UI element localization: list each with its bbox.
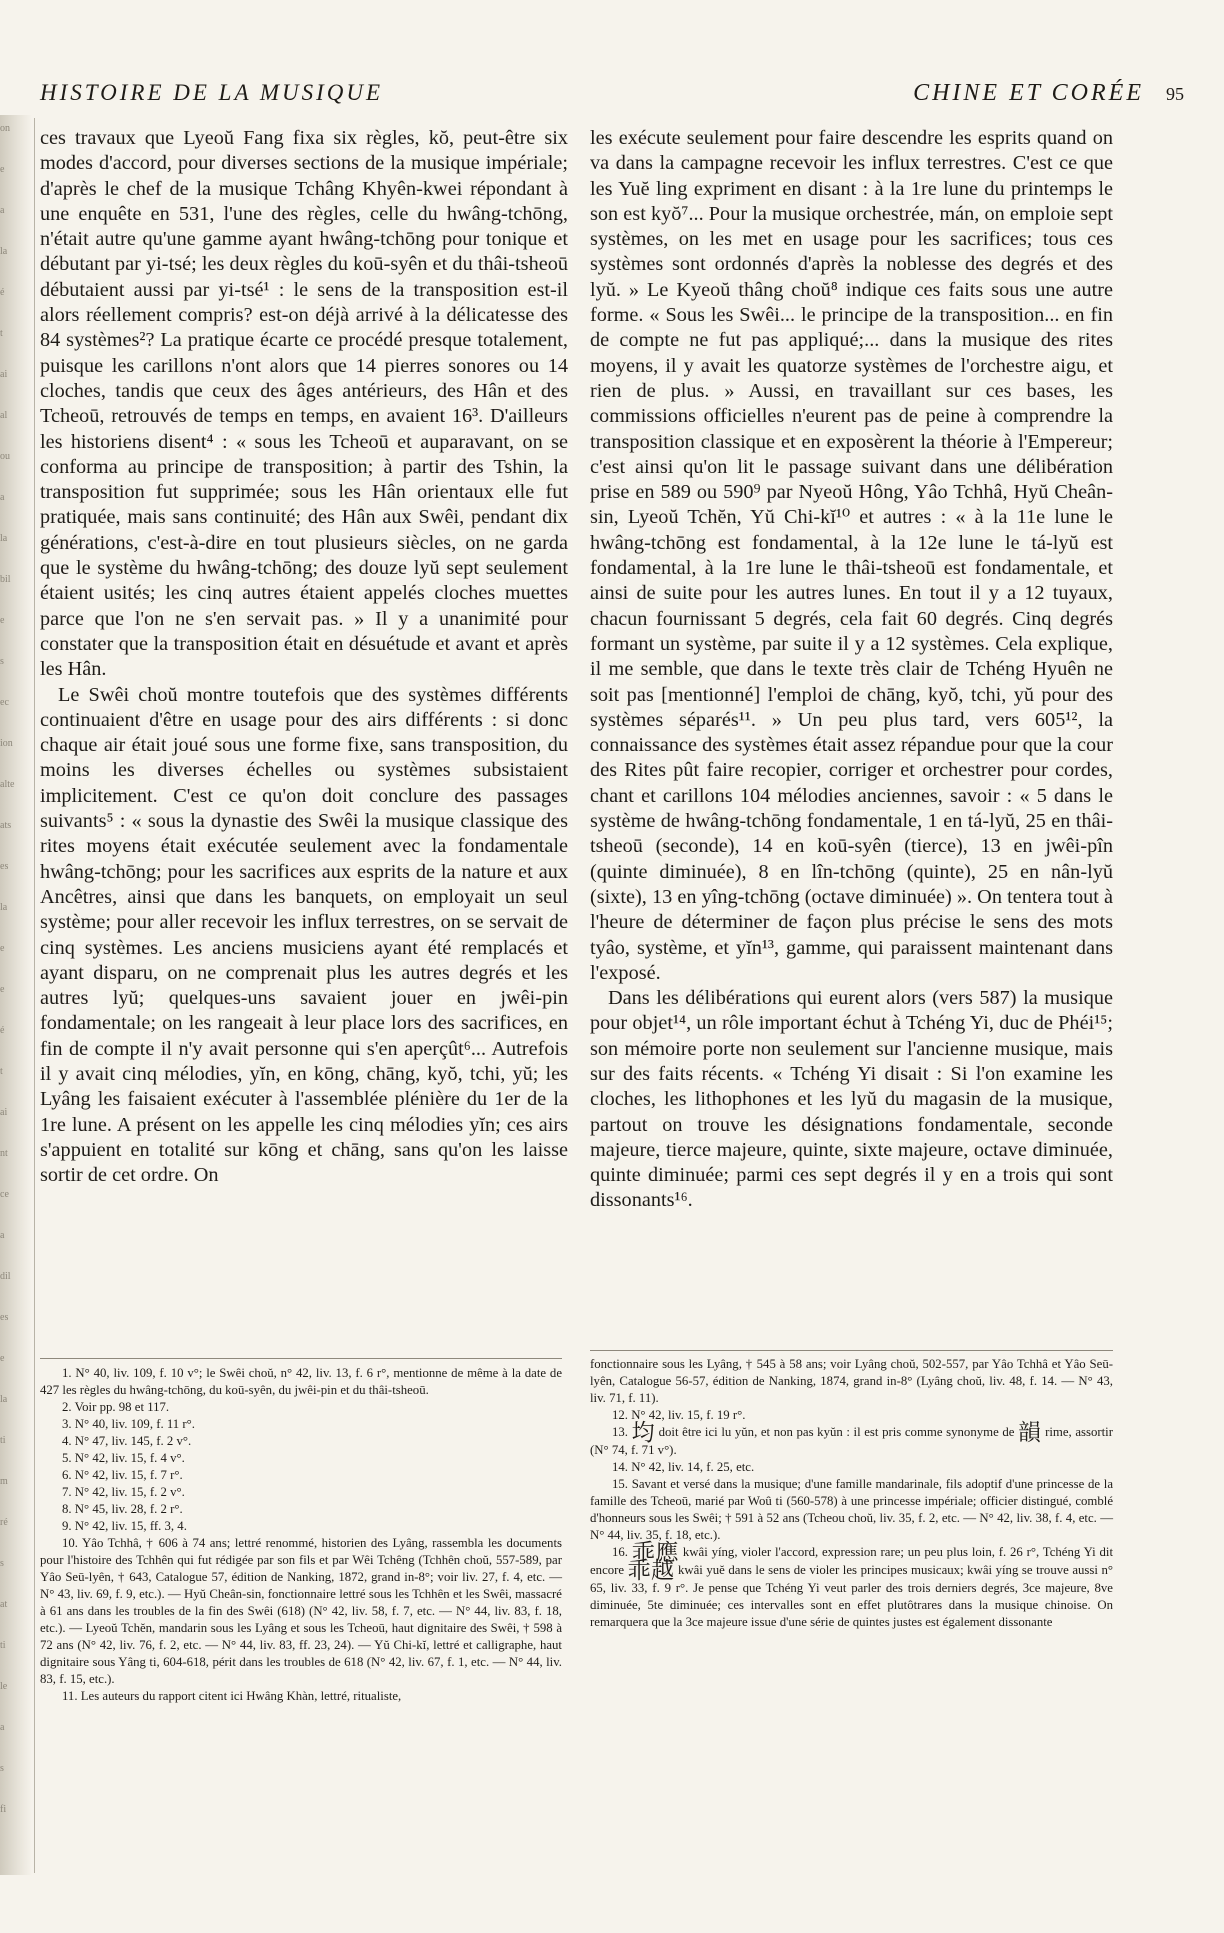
chinese-character: 均 (631, 1420, 656, 1446)
footnote-number: 13. (612, 1425, 628, 1439)
bleed-fragment: m (0, 1476, 8, 1487)
bleed-fragment: é (0, 1025, 5, 1036)
bleed-fragment: on (0, 123, 10, 134)
bleed-fragment: al (0, 410, 8, 421)
footnote-15: 15. Savant et versé dans la musique; d'une famille mandarinale, fils adoptif d'une princesse de la famille des Tcheoū, marié par Woû ti (560-578) à une princesse impériale; officier distingué, comblé d'honneurs sous les Swêi; † 591 à 52 ans (Tcheou choŭ, liv. 35, f. 2, etc. — N° 42, liv. 38, f. 4, etc. — N° 44, liv. 35, f. 18, etc.). (590, 1477, 1113, 1542)
bleed-fragment: bil (0, 574, 11, 585)
footnote-text: doit être ici lu yŭn, et non pas kyŭn : il est pris comme synonyme de (658, 1425, 1015, 1439)
bleed-fragment: e (0, 943, 5, 954)
footnote-item: 10. Yâo Tchhâ, † 606 à 74 ans; lettré renommé, historien des Lyâng, rassembla les documents pour l'histoire des Tchhên qui fut rédigée par son fils et par Wêi Tchêng (Tchhên choŭ, 557-589, par Yâo Seū-lyên, † 643, Catalogue 57, édition de Nanking, 1872, grand in-8°; voir liv. 27, f. 4, etc. — N° 43, liv. 69, f. 9, etc.). — Hyŭ Cheân-sin, fonctionnaire lettré sous les Tchhên et les Swêi, massacré à 61 ans dans les troubles de la fin des Swêi (618) (N° 42, liv. 58, f. 7, etc. — N° 44, liv. 83, f. 18, etc.). — Lyeoŭ Tchĕn, mandarin sous les Lyâng et sous les Tcheoū, haut dignitaire des Swêi, † 598 à 72 ans (N° 42, liv. 76, f. 2, etc. — N° 44, liv. 83, ff. 23, 24). — Yŭ Chi-kĭ, lettré et calligraphe, haut dignitaire sous Yâng ti, 604-618, périt dans les troubles de 618 (N° 42, liv. 67, f. 1, etc. — N° 44, liv. 83, f. 15, etc.). (40, 1536, 562, 1686)
chinese-character: 韻 (1018, 1420, 1042, 1446)
page-number: 95 (1166, 84, 1184, 104)
bleed-fragment: la (0, 246, 8, 257)
footnote-item: 8. N° 45, liv. 28, f. 2 r°. (62, 1502, 183, 1516)
bleed-fragment: a (0, 1230, 5, 1241)
footnote-item: 7. N° 42, liv. 15, f. 2 v°. (62, 1485, 185, 1499)
bleed-fragment: la (0, 902, 8, 913)
bleed-fragment: la (0, 1394, 8, 1405)
footnote-13 (590, 1420, 1113, 1459)
bleed-fragment: a (0, 492, 5, 503)
footnote-separator-left (40, 1358, 562, 1359)
footnote-separator-right (590, 1350, 1113, 1351)
bleed-fragment: alte (0, 779, 15, 790)
chinese-characters: 乖越 (627, 1558, 675, 1584)
bleed-fragment: ou (0, 451, 10, 462)
left-text-column (40, 126, 568, 1188)
footnote-item: 5. N° 42, liv. 15, f. 4 v°. (62, 1451, 185, 1465)
footnote-item: 1. N° 40, liv. 109, f. 10 v°; le Swêi choŭ, n° 42, liv. 13, f. 6 r°, mentionne de même à la date de 427 les règles du hwâng-tchōng, du koū-syên, du jwêi-pin et du thâi-tsheoū. (40, 1366, 562, 1397)
bleed-fragment: fi (0, 1804, 7, 1815)
bleed-fragment: t (0, 328, 3, 339)
footnote-14: 14. N° 42, liv. 14, f. 25, etc. (612, 1460, 755, 1474)
bleed-fragment: dil (0, 1271, 11, 1282)
running-header (40, 80, 1184, 114)
footnote-continuation: fonctionnaire sous les Lyâng, † 545 à 58 ans; voir Lyâng choŭ, 502-557, par Yâo Tchhâ et Yâo Seū-lyên, Catalogue 56-57, édition de Nanking, 1874, grand in-8° (Lyâng choŭ, liv. 48, f. 14. — N° 43, liv. 71, f. 11). (590, 1357, 1113, 1405)
footnote-item: 2. Voir pp. 98 et 117. (62, 1400, 170, 1414)
bleed-fragment: é (0, 287, 5, 298)
bleed-fragment: nt (0, 1148, 8, 1159)
bleed-fragment: ats (0, 820, 12, 831)
bleed-fragment: ai (0, 1107, 8, 1118)
footnote-number: 16. (612, 1545, 628, 1559)
footnote-item: 3. N° 40, liv. 109, f. 11 r°. (62, 1417, 195, 1431)
bleed-fragment: s (0, 656, 4, 667)
bleed-fragment: e (0, 615, 5, 626)
paragraph: Dans les délibérations qui eurent alors (vers 587) la musique pour objet¹⁴, un rôle important échut à Tchéng Yi, duc de Phéi¹⁵; son mémoire porte non seulement sur l'ancienne musique, mais sur des faits récents. « Tchéng Yi disait : Si l'on examine les cloches, les lithophones et les lyŭ du magasin de la musique, partout on trouve les désignations fondamentale, seconde majeure, tierce majeure, quinte, sixte majeure, octave diminuée, quinte diminuée; parmi ces sept degrés il y en a trois qui sont dissonants¹⁶. (590, 987, 1113, 1212)
bleed-fragment: at (0, 1599, 8, 1610)
margin-rule (34, 118, 35, 1873)
bleed-fragment: e (0, 984, 5, 995)
footnotes-right (590, 1356, 1113, 1631)
bleed-fragment: t (0, 1066, 3, 1077)
chinese-characters: 乖應 (631, 1540, 680, 1566)
footnote-item: 4. N° 47, liv. 145, f. 2 v°. (62, 1434, 192, 1448)
bleed-fragment: la (0, 533, 8, 544)
footnote-12: 12. N° 42, liv. 15, f. 19 r°. (612, 1408, 746, 1422)
right-text-column (590, 126, 1113, 1214)
bleed-fragment: s (0, 1763, 4, 1774)
footnote-text: kwâi yuĕ dans le sens de violer les principes musicaux; kwâi yíng se trouve aussi n° 65, liv. 33, f. 9 r°. Je pense que Tchéng Yi veut parler des trois derniers degrés, 3ce majeure, 8ve diminuée, 5te diminuée; ces intervalles sont en effet plutôtrares dans la musique chinoise. On remarquera que la 3ce majeure issue d'une série de quintes justes est également dissonante (590, 1563, 1114, 1629)
bleed-fragment: a (0, 205, 5, 216)
footnotes-left (40, 1365, 562, 1705)
facing-page-bleed (0, 115, 32, 1875)
bleed-fragment: ai (0, 369, 8, 380)
footnote-item: 9. N° 42, liv. 15, ff. 3, 4. (62, 1519, 187, 1533)
bleed-fragment: ti (0, 1640, 6, 1651)
running-title-right: CHINE ET CORÉE (913, 80, 1144, 106)
paragraph: Le Swêi choŭ montre toutefois que des systèmes différents continuaient d'être en usage pour des airs différents : si donc chaque air était joué sous une forme fixe, sans transposition, du moins les diverses échelles ou systèmes subsistaient implicitement. C'est ce qu'on doit conclure des passages suivants⁵ : « sous la dynastie des Swêi la musique classique des rites moyens était exécutée seulement avec la fondamentale hwâng-tchōng; pour les sacrifices aux esprits de la nature et aux Ancêtres, ainsi que dans les banquets, on employait un seul système; pour aller recevoir les influx terrestres, on se servait de cinq systèmes. Les anciens musiciens ayant été remplacés et ayant disparu, on ne comprenait plus les autres degrés et les autres lyŭ; quelques-uns savaient jouer en jwêi-pin fondamentale; on les rangeait à leur place lors des sacrifices, en fin de compte il n'y avait personne qui s'en aperçût⁶... Autrefois il y avait cinq mélodies, yĭn, en kōng, chāng, kyŏ, tchi, yŭ; les Lyâng les faisaient exécuter à l'assemblée plénière du 1er de la 1re lune. A présent on les appelle les cinq mélodies yĭn; ces airs s'appuient en totalité sur kōng et chāng, sans qu'on les laisse sortir de cet ordre. On (40, 683, 568, 1187)
paragraph: les exécute seulement pour faire descendre les esprits quand on va dans la campagne recevoir les influx terrestres. C'est ce que les Yuĕ ling expriment en disant : à la 1re lune du printemps le son est kyŏ⁷... Pour la musique orchestrée, mán, on emploie sept systèmes, on les met en usage pour les sacrifices; tous ces systèmes sont ordonnés d'après la noblesse des degrés et des lyŭ. » Le Kyeoŭ thâng choŭ⁸ indique ces faits sous une autre forme. « Sous les Swêi... le principe de la transposition... en fin de compte ne fut pas appliqué;... dans la musique des rites moyens, il y avait les quatorze systèmes de l'orchestre aigu, et rien de plus. » Aussi, en travaillant sur ces bases, les commissions officielles n'eurent pas de peine à comprendre la transposition classique et en exposèrent la théorie à l'Empereur; c'est ainsi qu'on lit le passage suivant dans une délibération prise en 589 ou 590⁹ par Nyeoŭ Hông, Yâo Tchhâ, Hyŭ Cheân-sin, Lyeoŭ Tchĕn, Yŭ Chi-kĭ¹⁰ et autres : « à la 11e lune le hwâng-tchōng est fondamental, à la 12e lune le tá-lyŭ est fondamental, à la 1re lune le thâi-tsheoū est fondamentale, et ainsi de suite pour les autres lunes. En tout il y a 12 tuyaux, chacun fournissant 5 degrés, cela fait 60 degrés. Cinq degrés formant un système, par suite il y a 12 systèmes. Cela explique, il me semble, que dans le texte très clair de Tchéng Hyuên ne soit pas [mentionné] l'emploi de chāng, kyŏ, tchi, yŭ pour des systèmes séparés¹¹. » Un peu plus tard, vers 605¹², la connaissance des systèmes était assez répandue pour que la cour des Rites pût faire recopier, corriger et orchestrer pour cordes, chant et carillons 104 mélodies anciennes, savoir : « 5 dans le système de hwâng-tchōng fondamentale, 1 en tá-lyŭ, 25 en thâi-tsheoū (seconde), 14 en koū-syên (tierce), 13 en jwêi-pîn (quinte diminuée), 8 en lîn-tchōng (quinte), 25 en nân-lyŭ (sixte), 13 en yîng-tchōng (octave diminuée) ». On tentera tout à l'heure de déterminer de façon plus précise le sens des mots tyâo, système, et yĭn¹³, gamme, qui paraissent maintenant dans l'exposé. (590, 127, 1113, 984)
bleed-fragment: le (0, 1681, 8, 1692)
footnote-item: 11. Les auteurs du rapport citent ici Hwâng Khàn, lettré, ritualiste, (62, 1689, 402, 1703)
bleed-fragment: ré (0, 1517, 8, 1528)
bleed-fragment: ce (0, 1189, 9, 1200)
paragraph: ces travaux que Lyeoŭ Fang fixa six règles, kŏ, peut-être six modes d'accord, pour diverses sections de la musique impériale; d'après le chef de la musique Tchâng Khyên-kwei répondant à une enquête en 531, l'une des règles, celle du hwâng-tchōng, n'était autre qu'une gamme ayant hwâng-tchōng pour tonique et débutant par yi-tsé; les deux règles du koū-syên et du thâi-tsheoū débutaient aussi par yi-tsé¹ : le sens de la transposition est-il alors réellement compris? est-on déjà arrivé à la délicatesse des 84 systèmes²? La pratique écarte ce procédé presque totalement, puisque les carillons n'ont alors que 14 pierres sonores ou 14 cloches, tandis que ceux des âges antérieurs, des Hân et des Tcheoū, retrouvés de temps en temps, en avaient 16³. D'ailleurs les historiens disent⁴ : « sous les Tcheoū et auparavant, on se conforma au principe de transposition; à partir des Tshin, la transposition fut supprimée; sous les Hân orientaux elle fut pratiquée, mais sans continuité; des Hân aux Swêi, pendant dix générations, c'est-à-dire en tout plusieurs siècles, on ne garda que le système du hwâng-tchōng; des douze lyŭ sept seulement étaient usités; les cinq autres étaient appelés cloches muettes parce que l'on ne s'en servait pas. » Il y a unanimité pour constater que la transposition était en désuétude et avant et après les Hân. (40, 127, 568, 681)
bleed-fragment: es (0, 861, 9, 872)
bleed-fragment: e (0, 1353, 5, 1364)
bleed-fragment: s (0, 1558, 4, 1569)
bleed-fragment: es (0, 1312, 9, 1323)
bleed-fragment: e (0, 164, 5, 175)
running-title-left: HISTOIRE DE LA MUSIQUE (40, 80, 384, 105)
bleed-fragment: ion (0, 738, 13, 749)
footnote-16 (590, 1540, 1114, 1631)
footnote-item: 6. N° 42, liv. 15, f. 7 r°. (62, 1468, 183, 1482)
footnote-text: kwâi yíng, violer l'accord, expression rare; un peu plus loin, f. 26 r°, Tchéng Yi dit encore (590, 1545, 1114, 1577)
bleed-fragment: a (0, 1722, 5, 1733)
bleed-fragment: ec (0, 697, 9, 708)
bleed-fragment: ti (0, 1435, 6, 1446)
footnote-text: rime, assortir (N° 74, f. 71 v°). (590, 1425, 1113, 1457)
